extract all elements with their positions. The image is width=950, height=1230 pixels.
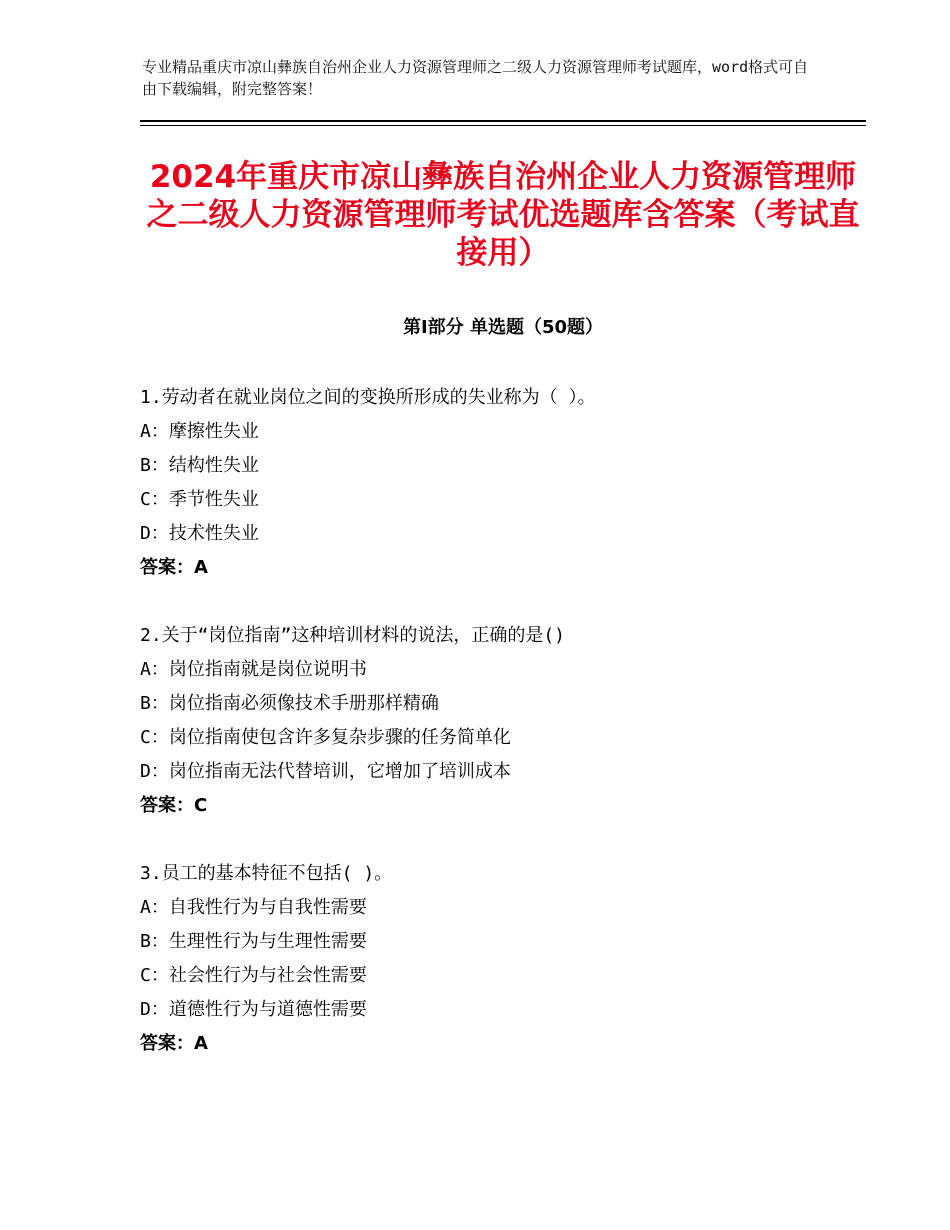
question-stem: 2.关于“岗位指南”这种培训材料的说法，正确的是() [140, 625, 566, 646]
question-2 [140, 622, 866, 826]
option-c: C：岗位指南使包含许多复杂步骤的任务简单化 [140, 727, 511, 748]
question-stem: 3.员工的基本特征不包括( )。 [140, 863, 393, 884]
header-note: 专业精品重庆市凉山彝族自治州企业人力资源管理师之二级人力资源管理师考试题库，word格式可自由下载编辑，附完整答案！ [142, 58, 809, 98]
question-list [140, 384, 866, 1098]
option-a: A：自我性行为与自我性需要 [140, 897, 367, 918]
option-b: B：岗位指南必须像技术手册那样精确 [140, 693, 439, 714]
header-rule-thin [140, 125, 866, 126]
question-3 [140, 860, 866, 1064]
header-rule-thick [140, 120, 866, 122]
option-b: B：结构性失业 [140, 455, 259, 476]
section-title: 第Ⅰ部分 单选题（50题） [402, 317, 603, 338]
answer: 答案：C [140, 795, 208, 816]
document-title: 2024年重庆市凉山彝族自治州企业人力资源管理师之二级人力资源管理师考试优选题库含答案（考试直接用） [146, 159, 860, 271]
option-b: B：生理性行为与生理性需要 [140, 931, 367, 952]
question-1 [140, 384, 866, 588]
option-d: D：岗位指南无法代替培训，它增加了培训成本 [140, 761, 511, 782]
option-d: D：道德性行为与道德性需要 [140, 999, 367, 1020]
question-stem: 1.劳动者在就业岗位之间的变换所形成的失业称为（ ）。 [140, 387, 596, 408]
option-d: D：技术性失业 [140, 523, 259, 544]
option-c: C：季节性失业 [140, 489, 259, 510]
option-a: A：摩擦性失业 [140, 421, 259, 442]
option-c: C：社会性行为与社会性需要 [140, 965, 367, 986]
answer: 答案：A [140, 557, 208, 578]
option-a: A：岗位指南就是岗位说明书 [140, 659, 367, 680]
answer: 答案：A [140, 1033, 208, 1054]
